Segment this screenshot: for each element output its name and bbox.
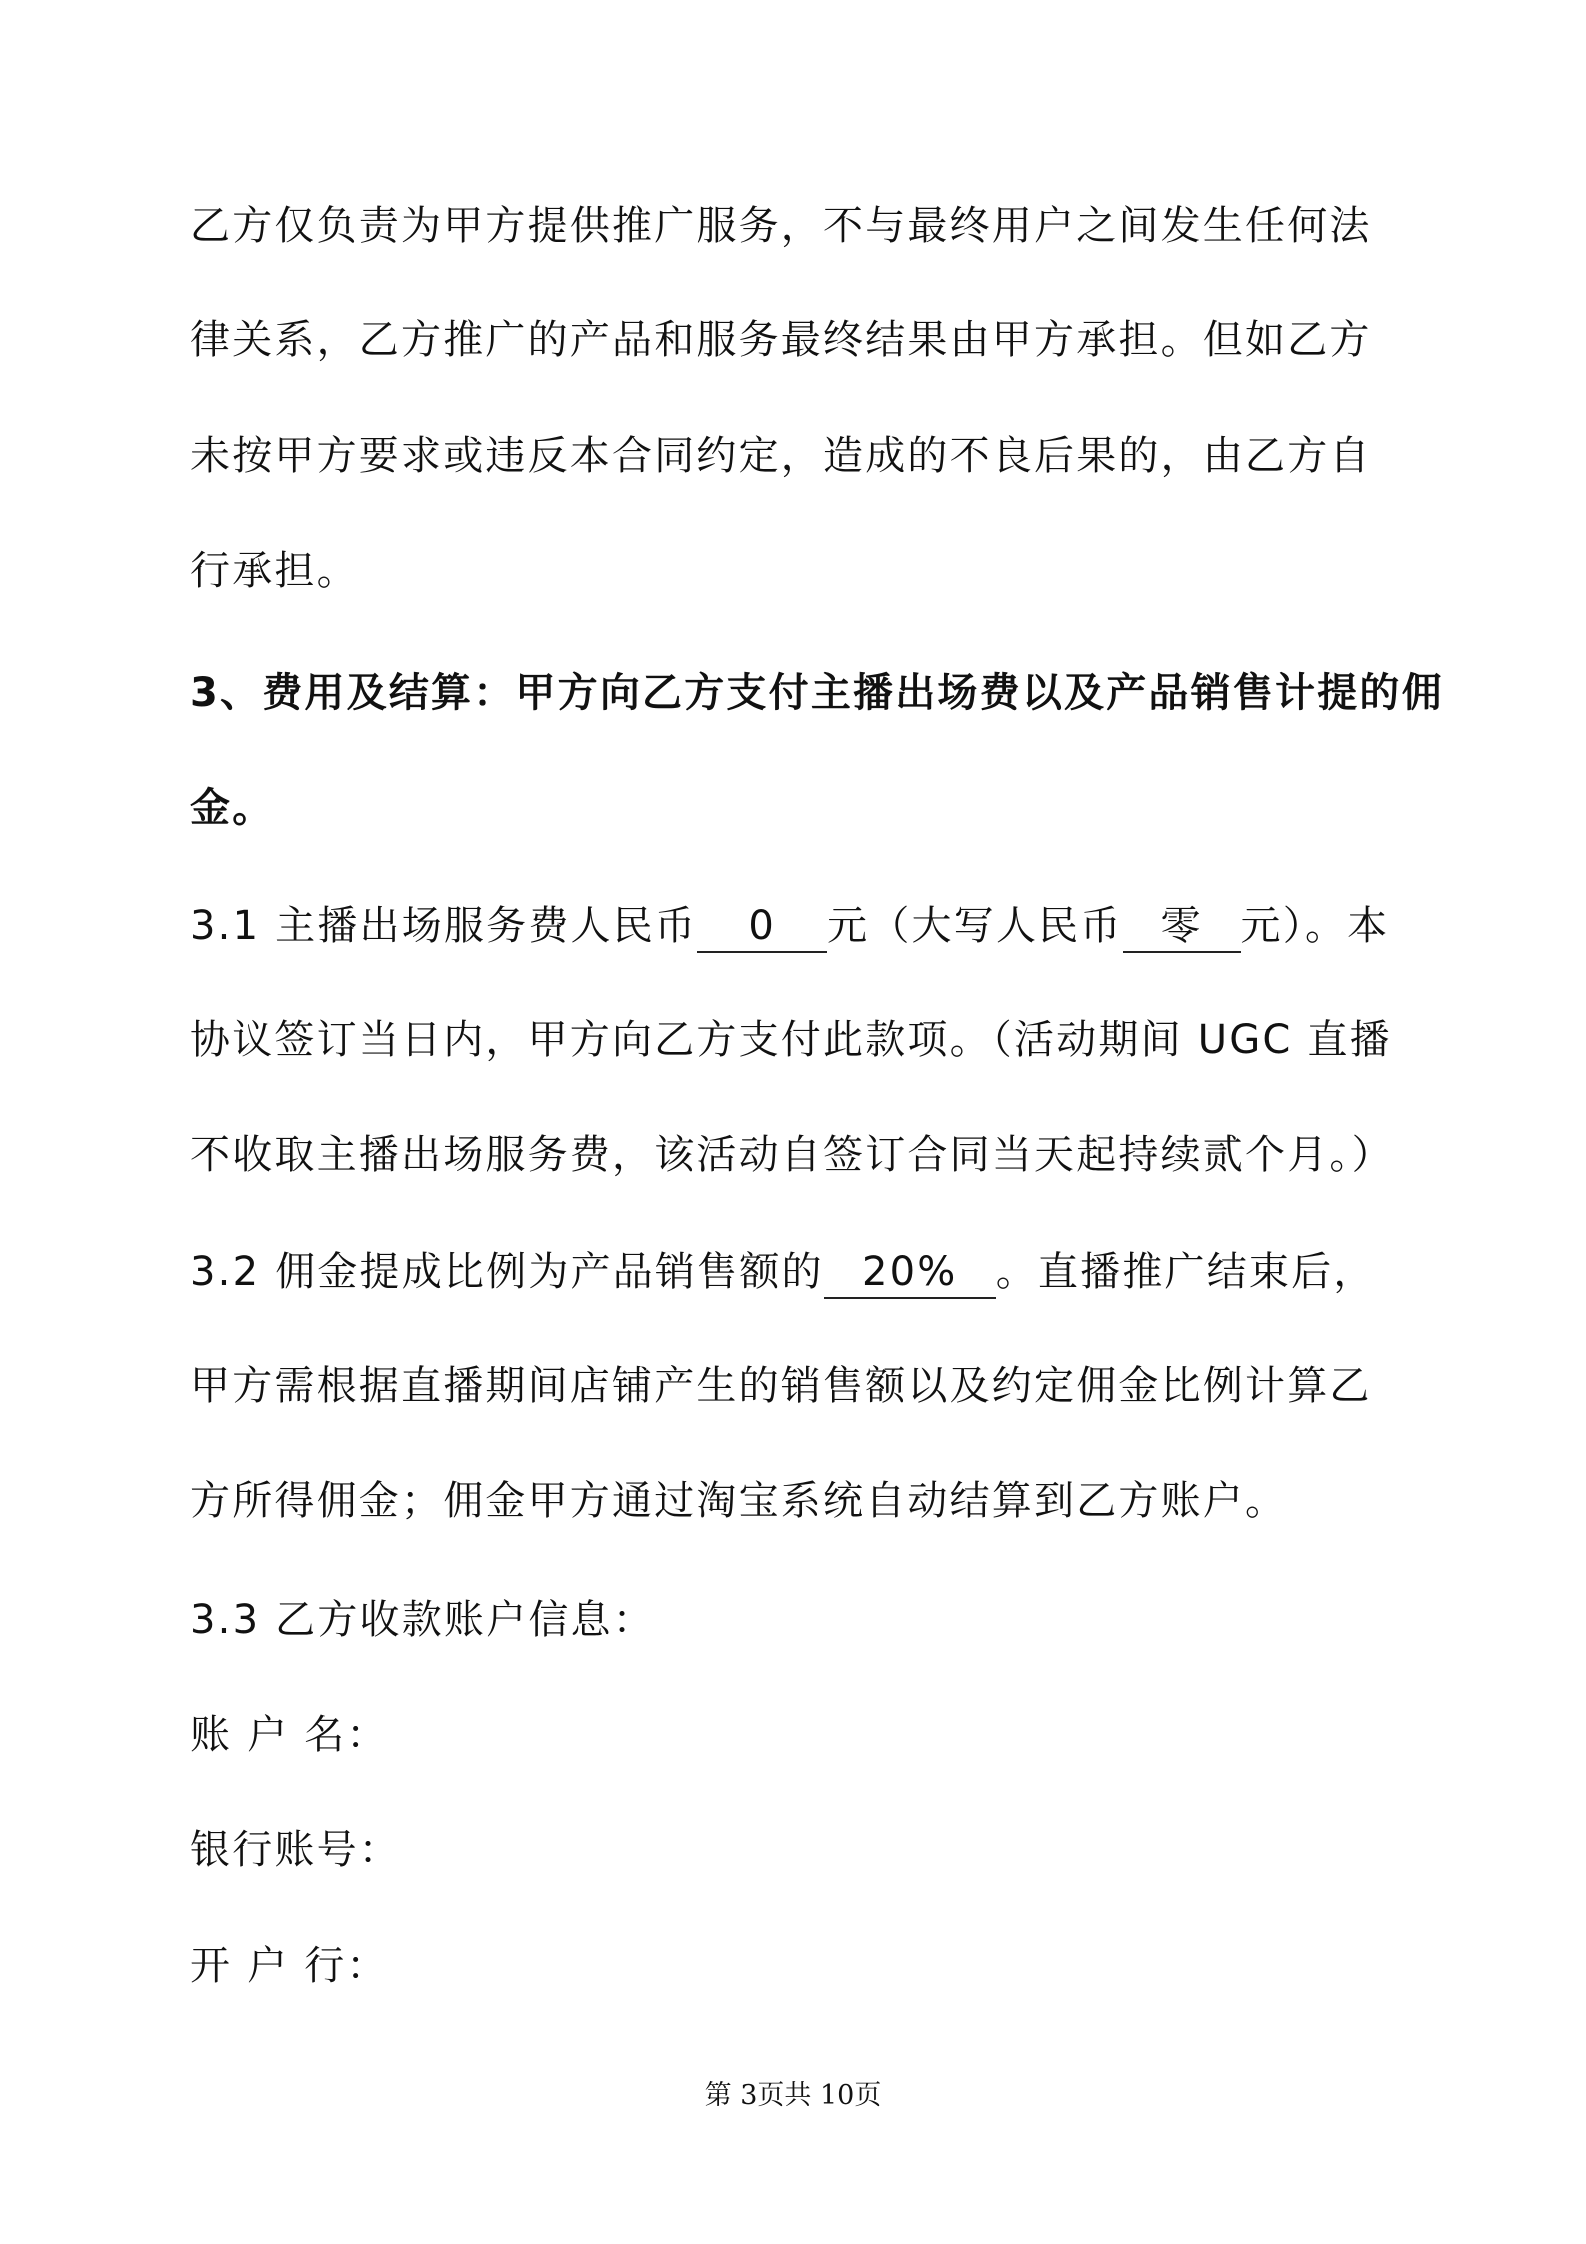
- bank-label: 开 户 行：: [190, 1943, 389, 1989]
- clause-2-line-3: 未按甲方要求或违反本合同约定，造成的不良后果的，由乙方自: [190, 433, 1372, 479]
- fee-middle: 元（大写人民币: [827, 903, 1123, 949]
- clause-3-2-line-2: 甲方需根据直播期间店铺产生的销售额以及约定佣金比例计算乙: [190, 1363, 1372, 1409]
- clause-3-1-line-3: 不收取主播出场服务费，该活动自签订合同当天起持续贰个月。）: [190, 1132, 1394, 1178]
- fee-amount-field: 0: [697, 901, 827, 953]
- commission-prefix: 3.2 佣金提成比例为产品销售额的: [190, 1249, 824, 1295]
- fee-suffix: 元）。本: [1240, 903, 1390, 949]
- clause-2-line-2: 律关系，乙方推广的产品和服务最终结果由甲方承担。但如乙方: [190, 317, 1372, 363]
- page-number: 第 3页共 10页: [704, 2080, 882, 2111]
- account-number-label: 银行账号：: [190, 1827, 401, 1873]
- clause-3-3-heading: 3.3 乙方收款账户信息：: [190, 1597, 655, 1643]
- clause-3-2-line-3: 方所得佣金；佣金甲方通过淘宝系统自动结算到乙方账户。: [190, 1478, 1288, 1524]
- clause-2-line-1: 乙方仅负责为甲方提供推广服务，不与最终用户之间发生任何法: [190, 203, 1372, 249]
- commission-suffix: 。直播推广结束后，: [995, 1249, 1376, 1295]
- clause-3-heading-line-1: 3、费用及结算：甲方向乙方支付主播出场费以及产品销售计提的佣: [190, 670, 1444, 716]
- commission-rate-field: 20%: [824, 1247, 996, 1299]
- fee-prefix: 3.1 主播出场服务费人民币: [190, 903, 698, 949]
- clause-3-1-line-1: [190, 898, 1410, 954]
- account-name-label: 账 户 名：: [190, 1712, 389, 1758]
- fee-amount-words-field: 零: [1123, 901, 1241, 953]
- clause-2-line-4: 行承担。: [190, 548, 359, 594]
- clause-3-heading-line-2: 金。: [190, 785, 275, 831]
- clause-3-1-line-2: 协议签订当日内，甲方向乙方支付此款项。（活动期间 UGC 直播: [190, 1017, 1392, 1063]
- clause-3-2-line-1: [190, 1244, 1410, 1300]
